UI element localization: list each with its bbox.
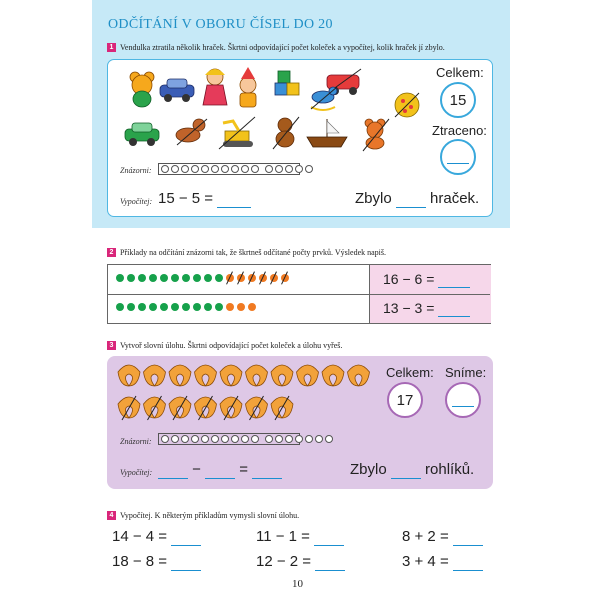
task4-problem-6-row <box>402 553 483 571</box>
task3-circles[interactable] <box>161 435 333 443</box>
task4-problem-4: 18 − 8 = <box>112 553 168 570</box>
orange-dot <box>237 303 245 311</box>
task4-answer-4[interactable] <box>171 553 201 571</box>
model-circle[interactable] <box>285 165 293 173</box>
model-circle[interactable] <box>191 165 199 173</box>
green-dot <box>182 274 190 282</box>
model-circle[interactable] <box>181 435 189 443</box>
green-dot <box>138 274 146 282</box>
task4-answer-6[interactable] <box>453 553 483 571</box>
task1-answer-suffix: hraček. <box>430 190 480 207</box>
croissant-icon <box>144 365 166 386</box>
green-dot <box>204 274 212 282</box>
task4-answer-1[interactable] <box>171 528 201 546</box>
task4-problem-2: 11 − 1 = <box>256 528 310 545</box>
croissant-icon <box>322 365 344 386</box>
task1-lost-label: Ztraceno: <box>432 123 487 138</box>
task2-row1-answer[interactable] <box>438 271 470 288</box>
model-circle[interactable] <box>265 165 273 173</box>
green-dot <box>116 274 124 282</box>
task4-problem-5-row <box>256 553 345 571</box>
task3-number: 3 <box>107 341 116 350</box>
teddy-bear-icon <box>130 72 154 107</box>
task2-row2-answer[interactable] <box>438 300 470 317</box>
task3-total-label: Celkem: <box>386 365 434 380</box>
green-dot <box>171 274 179 282</box>
ship-icon <box>307 119 347 147</box>
model-circle[interactable] <box>171 435 179 443</box>
croissant-icon <box>297 365 319 386</box>
croissant-icon <box>271 365 293 386</box>
green-dot <box>215 303 223 311</box>
task3-instruction-row <box>107 341 342 350</box>
model-circle[interactable] <box>305 435 313 443</box>
task3-eat-input[interactable] <box>445 382 481 418</box>
croissant-icon <box>220 396 242 420</box>
task1-answer-row <box>355 190 479 208</box>
orange-dot <box>281 274 289 282</box>
strike-mark <box>226 271 233 284</box>
doll-icon <box>203 69 227 105</box>
model-circle[interactable] <box>251 165 259 173</box>
task2-row1-equation-row <box>383 271 470 288</box>
task1-answer-prefix: Zbylo <box>355 190 392 207</box>
monkey-icon <box>273 117 299 149</box>
green-dot <box>215 274 223 282</box>
task4-instruction-row <box>107 511 299 520</box>
task2-row1-equation: 16 − 6 = <box>383 271 435 287</box>
task4-problem-4-row <box>112 553 201 571</box>
model-circle[interactable] <box>191 435 199 443</box>
task1-total-ring <box>440 82 476 118</box>
task3-result-input[interactable] <box>252 461 282 479</box>
green-dot <box>127 274 135 282</box>
model-circle[interactable] <box>231 165 239 173</box>
croissant-icon <box>195 365 217 386</box>
orange-dot <box>226 274 234 282</box>
task1-total-label: Celkem: <box>436 65 484 80</box>
orange-dot <box>237 274 245 282</box>
clown-icon <box>240 67 256 107</box>
strike-mark <box>248 271 255 284</box>
task3-eat-label: Sníme: <box>445 365 487 380</box>
task3-operand1-input[interactable] <box>158 461 188 479</box>
task4-problem-2-row <box>256 528 344 546</box>
task2-row2-equation-row <box>383 300 470 317</box>
model-circle[interactable] <box>221 165 229 173</box>
orange-dot <box>248 274 256 282</box>
car-green-icon <box>125 123 159 146</box>
task2-row1-dots[interactable] <box>116 274 289 282</box>
model-circle[interactable] <box>265 435 273 443</box>
task1-calc-label: Vypočítej: <box>120 197 153 206</box>
task4-answer-5[interactable] <box>315 553 345 571</box>
task3-answer-prefix: Zbylo <box>350 461 387 478</box>
green-dot <box>116 303 124 311</box>
task1-equation-row <box>158 190 251 208</box>
croissants-illustration <box>116 360 378 426</box>
task3-equation-row <box>158 461 282 479</box>
task2-row2-dots[interactable] <box>116 303 256 311</box>
task1-number: 1 <box>107 43 116 52</box>
car-icon <box>160 79 194 102</box>
model-circle[interactable] <box>211 435 219 443</box>
bear-orange-icon <box>363 119 389 151</box>
task3-model-label: Znázorni: <box>120 437 152 446</box>
task1-model-label: Znázorni: <box>120 166 152 175</box>
task2-table <box>107 264 491 324</box>
green-dot <box>149 274 157 282</box>
task3-operand2-input[interactable] <box>205 461 235 479</box>
green-dot <box>193 274 201 282</box>
model-circle[interactable] <box>161 165 169 173</box>
orange-dot <box>248 303 256 311</box>
task4-problem-3-row <box>402 528 483 546</box>
model-circle[interactable] <box>241 435 249 443</box>
task2-instruction-row <box>107 248 386 257</box>
model-circle[interactable] <box>275 435 283 443</box>
croissant-icon <box>271 396 293 420</box>
task1-circles[interactable] <box>161 165 313 173</box>
page-title: ODČÍTÁNÍ V OBORU ČÍSEL DO 20 <box>108 17 333 32</box>
model-circle[interactable] <box>305 165 313 173</box>
croissant-icon <box>118 365 140 386</box>
model-circle[interactable] <box>251 435 259 443</box>
croissant-icon <box>348 365 370 386</box>
model-circle[interactable] <box>325 435 333 443</box>
green-dot <box>160 274 168 282</box>
strike-mark <box>237 271 244 284</box>
task1-lost-input[interactable] <box>440 139 476 175</box>
model-circle[interactable] <box>211 165 219 173</box>
green-dot <box>193 303 201 311</box>
green-dot <box>138 303 146 311</box>
task3-instruction: Vytvoř slovní úlohu. Škrtni odpovídající počet koleček a úlohu vyřeš. <box>120 341 343 350</box>
task4-problem-6: 3 + 4 = <box>402 553 449 570</box>
model-circle[interactable] <box>161 435 169 443</box>
croissant-icon <box>169 365 191 386</box>
task4-problem-5: 12 − 2 = <box>256 553 312 570</box>
green-dot <box>182 303 190 311</box>
green-dot <box>149 303 157 311</box>
task4-answer-2[interactable] <box>314 528 344 546</box>
task3-answer-suffix: rohlíků. <box>425 461 475 478</box>
task1-answer-input[interactable] <box>396 190 426 208</box>
croissant-icon <box>246 396 268 420</box>
strike-mark <box>270 271 277 284</box>
green-dot <box>160 303 168 311</box>
task1-total-value: 15 <box>449 91 467 109</box>
task3-total-value: 17 <box>396 391 414 409</box>
orange-dot <box>226 303 234 311</box>
model-circle[interactable] <box>171 165 179 173</box>
model-circle[interactable] <box>221 435 229 443</box>
croissant-icon <box>118 396 140 420</box>
page-number: 10 <box>292 578 303 590</box>
model-circle[interactable] <box>181 165 189 173</box>
orange-dot <box>270 274 278 282</box>
green-dot <box>127 303 135 311</box>
task4-number: 4 <box>107 511 116 520</box>
model-circle[interactable] <box>231 435 239 443</box>
task3-answer-row <box>350 461 474 479</box>
model-circle[interactable] <box>275 165 283 173</box>
task1-equation: 15 − 5 = <box>158 190 214 207</box>
croissant-icon <box>169 396 191 420</box>
toys-illustration <box>115 63 430 155</box>
model-circle[interactable] <box>295 165 303 173</box>
task1-instruction-row <box>107 43 445 52</box>
task2-number: 2 <box>107 248 116 257</box>
ball-icon <box>395 93 419 117</box>
task3-equals: = <box>239 461 249 478</box>
task4-problem-1: 14 − 4 = <box>112 528 168 545</box>
strike-mark <box>281 271 288 284</box>
model-circle[interactable] <box>201 165 209 173</box>
croissant-icon <box>195 396 217 420</box>
croissant-icon <box>220 365 242 386</box>
task1-equation-answer[interactable] <box>217 190 251 208</box>
task2-instruction: Příklady na odčítání znázorni tak, že škrtneš odčítané počty prvků. Výsledek napiš. <box>120 248 386 257</box>
task4-problem-1-row <box>112 528 201 546</box>
green-dot <box>171 303 179 311</box>
task4-instruction: Vypočítej. K některým příkladům vymysli slovní úlohu. <box>120 511 300 520</box>
model-circle[interactable] <box>315 435 323 443</box>
excavator-icon <box>219 117 255 149</box>
dog-icon <box>176 119 207 145</box>
croissant-icon <box>144 396 166 420</box>
task2-row-divider <box>108 294 490 295</box>
task3-minus: − <box>192 461 201 478</box>
task4-problem-3: 8 + 2 = <box>402 528 449 545</box>
green-dot <box>204 303 212 311</box>
model-circle[interactable] <box>285 435 293 443</box>
rocking-horse-icon <box>311 87 337 110</box>
model-circle[interactable] <box>241 165 249 173</box>
task1-instruction: Vendulka ztratila několik hraček. Škrtni odpovídající počet koleček a vypočítej, kolik hraček jí zbylo. <box>120 43 445 52</box>
task2-row2-equation: 13 − 3 = <box>383 300 435 316</box>
strike-mark <box>259 271 266 284</box>
orange-dot <box>259 274 267 282</box>
croissant-icon <box>246 365 268 386</box>
task4-answer-3[interactable] <box>453 528 483 546</box>
blocks-icon <box>275 71 299 95</box>
task3-answer-input[interactable] <box>391 461 421 479</box>
model-circle[interactable] <box>295 435 303 443</box>
task3-calc-label: Vypočítej: <box>120 468 153 477</box>
model-circle[interactable] <box>201 435 209 443</box>
task3-total-ring <box>387 382 423 418</box>
